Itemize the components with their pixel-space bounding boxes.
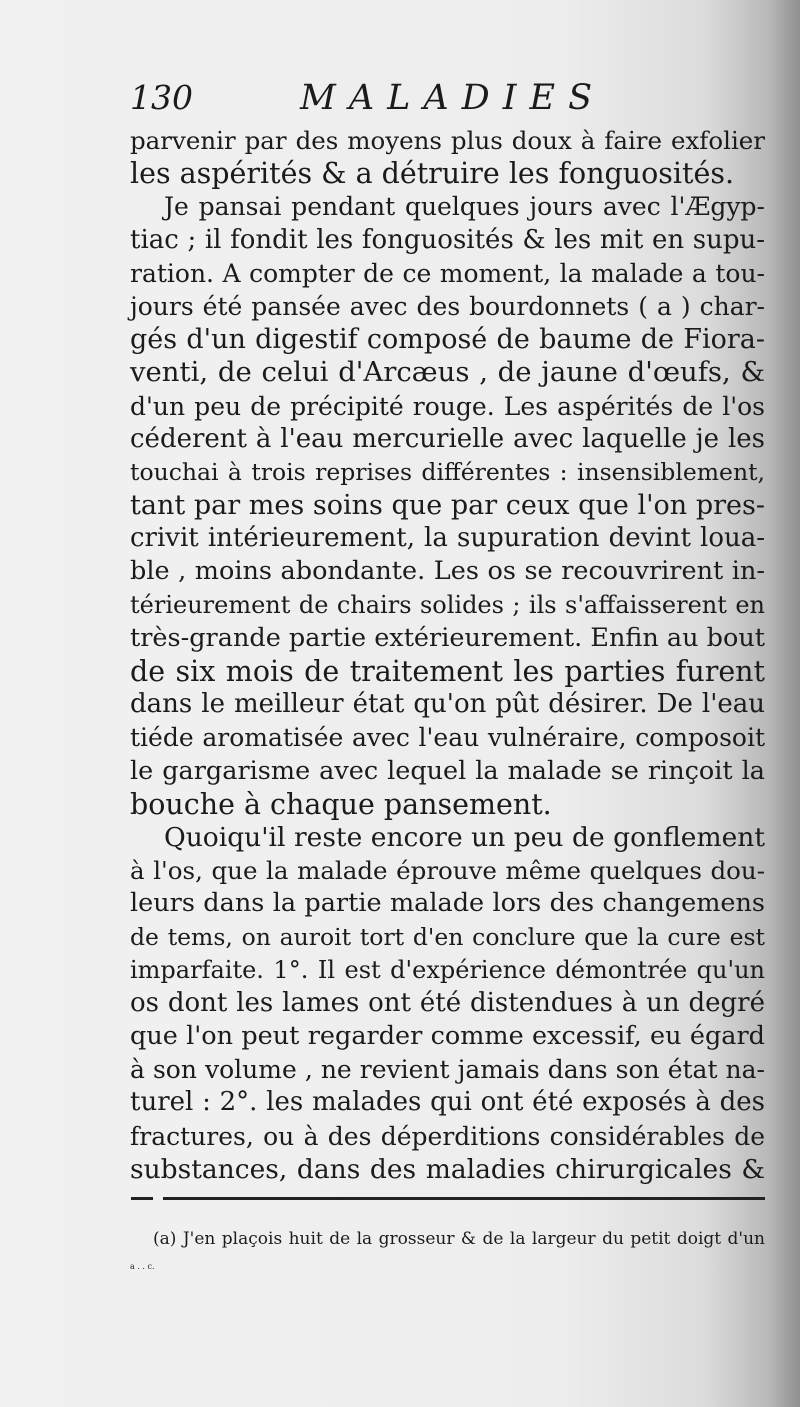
text-line: substances, dans des maladies chirurgicales &: [130, 1153, 765, 1185]
text-line: ration. A compter de ce moment, la malade a tou-: [130, 258, 765, 288]
text-line: de six mois de traitement les parties furent: [130, 655, 765, 688]
text-line: térieurement de chairs solides ; ils s'affaisserent en: [130, 590, 765, 619]
body-text: [130, 124, 765, 1186]
text-line: crivit intérieurement, la supuration devint loua-: [130, 523, 765, 554]
text-line: jours été pansée avec des bourdonnets ( a ) char-: [130, 291, 765, 321]
text-line: très-grande partie extérieurement. Enfin au bout: [130, 622, 765, 653]
footnote-line: (a) J'en plaçois huit de la grosseur & de la largeur du petit doigt d'un: [153, 1229, 765, 1249]
text-line: de tems, on auroit tort d'en conclure que la cure est: [130, 922, 765, 951]
text-line: os dont les lames ont été distendues à un degré: [130, 987, 765, 1018]
running-title: MALADIES: [300, 78, 606, 118]
text-line: d'un peu de précipité rouge. Les aspérités de l'os: [130, 391, 765, 421]
text-line: imparfaite. 1°. Il est d'expérience démontrée qu'un: [130, 955, 765, 984]
footnote: [130, 1225, 765, 1281]
text-line: à son volume , ne revient jamais dans son état na-: [130, 1055, 765, 1085]
text-line: touchai à trois reprises différentes : insensiblement,: [130, 457, 765, 486]
text-line: venti, de celui d'Arcæus , de jaune d'œufs, &: [130, 356, 765, 389]
text-line: que l'on peut regarder comme excessif, eu égard: [130, 1021, 765, 1052]
text-line: Quoiqu'il reste encore un peu de gonflement: [164, 821, 765, 853]
footnote-line: a . . c.: [130, 1262, 155, 1271]
text-line: ble , moins abondante. Les os se recouvrirent in-: [130, 556, 765, 587]
text-line: gés d'un digestif composé de baume de Fiora-: [130, 324, 765, 356]
text-line: fractures, ou à des déperditions considérables de: [130, 1121, 765, 1151]
text-line: dans le meilleur état qu'on pût désirer. De l'eau: [130, 689, 765, 720]
text-line: les aspérités & a détruire les fonguosités.: [130, 157, 735, 191]
footnote-rule: [163, 1197, 765, 1200]
text-line: à l'os, que la malade éprouve même quelques dou-: [130, 856, 765, 886]
text-line: turel : 2°. les malades qui ont été exposés à des: [130, 1087, 765, 1118]
page-number: 130: [130, 78, 193, 117]
text-line: tant par mes soins que par ceux que l'on pres-: [130, 490, 765, 522]
text-line: céderent à l'eau mercurielle avec laquelle je les: [130, 423, 765, 454]
text-line: Je pansai pendant quelques jours avec l'Ægyp-: [164, 192, 765, 222]
text-line: parvenir par des moyens plus doux à faire exfolier: [130, 126, 765, 155]
text-line: bouche à chaque pansement.: [130, 787, 552, 821]
text-line: leurs dans la partie malade lors des changemens: [130, 888, 765, 919]
text-line: tiac ; il fondit les fonguosités & les mit en supu-: [130, 224, 765, 255]
running-head: [130, 76, 770, 120]
footnote-rule-short: [131, 1197, 153, 1200]
text-line: le gargarisme avec lequel la malade se rinçoit la: [130, 755, 765, 786]
text-line: tiéde aromatisée avec l'eau vulnéraire, composoit: [130, 723, 765, 753]
